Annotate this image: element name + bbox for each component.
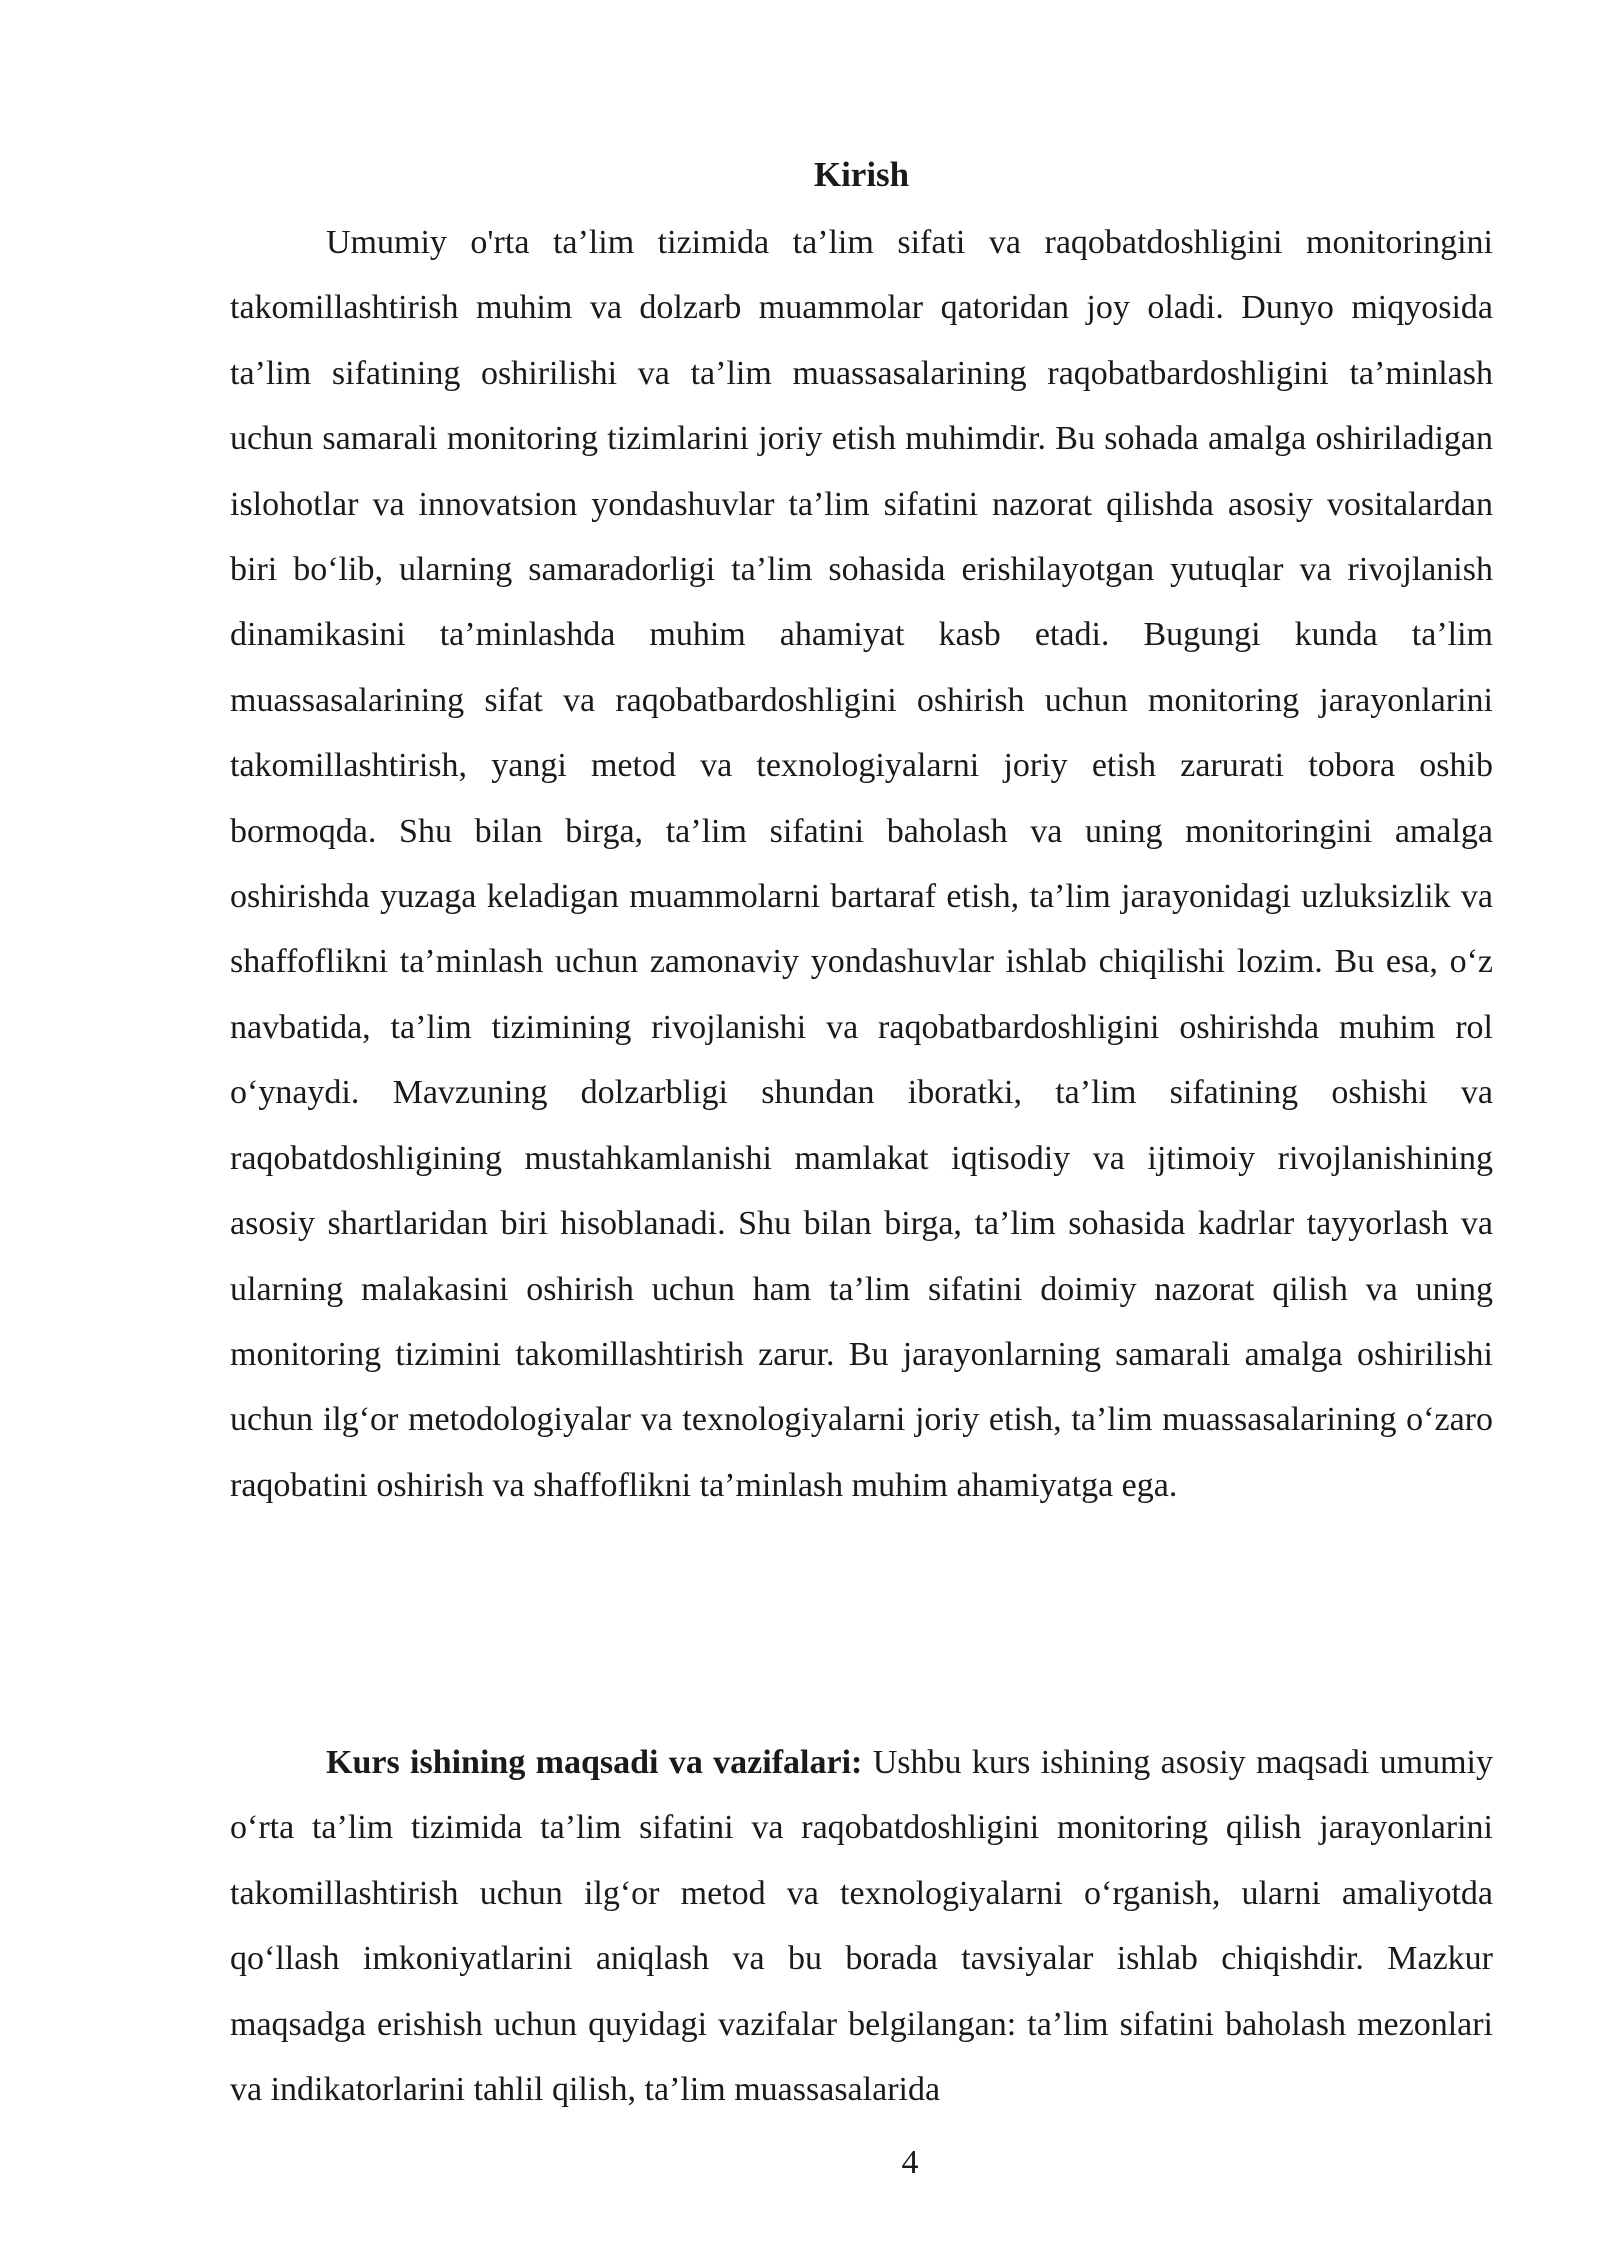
intro-paragraph: Umumiy o'rta ta’lim tizimida ta’lim sifati va raqobatdoshligini monitoringini takomillashtirish muhim va dolzarb muammolar qatoridan joy oladi. Dunyo miqyosida ta’lim sifatining oshirilishi va ta’lim muassasalarining raqobatbardoshligini ta’minlash uchun samarali monitoring tizimlarini joriy etish muhimdir. Bu sohada amalga oshiriladigan islohotlar va innovatsion yondashuvlar ta’lim sifatini nazorat qilishda asosiy vositalardan biri bo‘lib, ularning samaradorligi ta’lim sohasida erishilayotgan yutuqlar va rivojlanish dinamikasini ta’minlashda muhim ahamiyat kasb etadi. Bugungi kunda ta’lim muassasalarining sifat va raqobatbardoshligini oshirish uchun monitoring jarayonlarini takomillashtirish, yangi metod va texnologiyalarni joriy etish zarurati tobora oshib bormoqda. Shu bilan birga, ta’lim sifatini baholash va uning monitoringini amalga oshirishda yuzaga keladigan muammolarni bartaraf etish, ta’lim jarayonidagi uzluksizlik va shaffoflikni ta’minlash uchun zamonaviy yondashuvlar ishlab chiqilishi lozim. Bu esa, o‘z navbatida, ta’lim tizimining rivojlanishi va raqobatbardoshligini oshirishda muhim rol o‘ynaydi. Mavzuning dolzarbligi shundan iboratki, ta’lim sifatining oshishi va raqobatdoshligining mustahkamlanishi mamlakat iqtisodiy va ijtimoiy rivojlanishining asosiy shartlaridan biri hisoblanadi. Shu bilan birga, ta’lim sohasida kadrlar tayyorlash va ularning malakasini oshirish uchun ham ta’lim sifatini doimiy nazorat qilish va uning monitoring tizimini takomillashtirish zarur. Bu jarayonlarning samarali amalga oshirilishi uchun ilg‘or metodologiyalar va texnologiyalarni joriy etish, ta’lim muassasalarining o‘zaro raqobatini oshirish va shaffoflikni ta’minlash muhim ahamiyatga ega.: [230, 224, 1493, 1504]
page-number: 4: [901, 2144, 919, 2181]
section-title: Kirish: [813, 155, 910, 194]
goals-heading: Kurs ishining maqsadi va vazifalari:: [326, 1744, 863, 1781]
goals-paragraph: [230, 1730, 1493, 2122]
goals-text: Ushbu kurs ishining asosiy maqsadi umumiy o‘rta ta’lim tizimida ta’lim sifatini va raqobatdoshligini monitoring qilish jarayonlarini takomillashtirish uchun ilg‘or metod va texnologiyalarni o‘rganish, ularni amaliyotda qo‘llash imkoniyatlarini aniqlash va bu borada tavsiyalar ishlab chiqishdir. Mazkur maqsadga erishish uchun quyidagi vazifalar belgilangan: ta’lim sifatini baholash mezonlari va indikatorlarini tahlil qilish, ta’lim muassasalarida: [230, 1744, 1493, 2109]
